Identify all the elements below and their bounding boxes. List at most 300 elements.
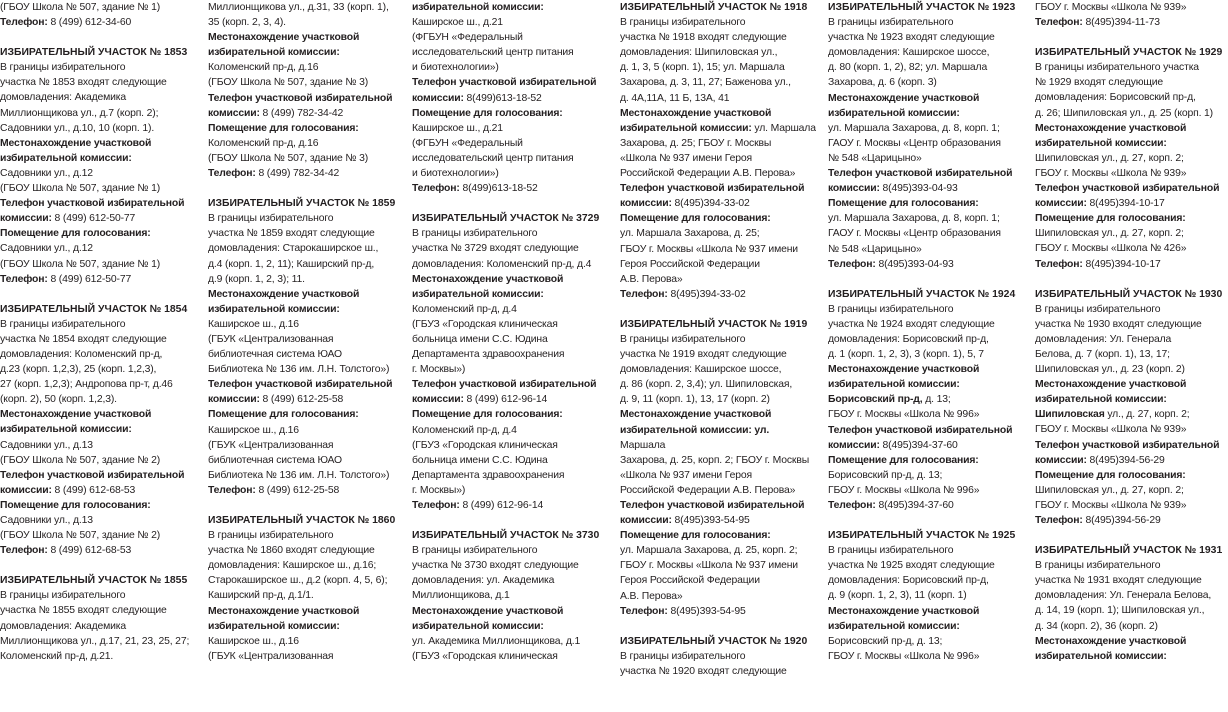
- body-text-line: д.23 (корп. 1,2,3), 25 (корп. 1,2,3),: [0, 364, 157, 376]
- body-text-line: и биотехнологии»): [412, 62, 499, 74]
- body-text-line: домовладения: Академика: [0, 92, 127, 104]
- field-label: Местонахождение участковой: [208, 32, 360, 44]
- body-text-line: д. 4А,11А, 11 Б, 13А, 41: [620, 92, 730, 104]
- body-text-line: участка № 1930 входят следующие: [1035, 318, 1202, 330]
- field-label: Местонахождение участковой: [412, 605, 564, 617]
- field-label: Местонахождение участковой: [1035, 635, 1187, 647]
- section-heading: ИЗБИРАТЕЛЬНЫЙ УЧАСТОК № 3729: [412, 213, 600, 225]
- body-text-line: ГБОУ г. Москвы «Школа № 996»: [828, 409, 980, 421]
- body-text-line: Садовники ул., д.12: [0, 243, 93, 255]
- field-label: Местонахождение участковой: [828, 605, 980, 617]
- field-label: Помещение для голосования:: [1035, 469, 1186, 481]
- field-label: избирательной комиссии:: [1035, 137, 1167, 149]
- field-label: Помещение для голосования:: [620, 530, 771, 542]
- section-heading: ИЗБИРАТЕЛЬНЫЙ УЧАСТОК № 1859: [208, 198, 396, 210]
- body-text-line: г. Москвы»): [412, 364, 466, 376]
- inline-value: 8 (499) 612-96-14: [463, 394, 548, 406]
- body-text-line: Каширское ш., д.16: [208, 318, 299, 330]
- field-label: избирательной комиссии:: [412, 620, 544, 632]
- inline-value: 8 (499) 612-68-53: [47, 545, 132, 557]
- body-text-line: участка № 1931 входят следующие: [1035, 575, 1202, 587]
- body-text-line: Коломенский пр-д, д.16: [208, 62, 319, 74]
- body-text-line: Белова, д. 7 (корп. 1), 13, 17;: [1035, 348, 1170, 360]
- body-text-line: библиотечная система ЮАО: [208, 349, 342, 361]
- field-label: Помещение для голосования:: [828, 454, 979, 466]
- field-label: Местонахождение участковой: [828, 364, 980, 376]
- body-text-line: Шипиловская ул., д. 23 (корп. 2): [1035, 364, 1185, 376]
- field-label: Телефон участковой избирательной: [208, 92, 393, 104]
- body-text-line: ул. Маршала Захарова, д. 8, корп. 1;: [828, 122, 1000, 134]
- body-text-line: Миллионщикова ул., д.31, 33 (корп. 1),: [208, 2, 389, 13]
- body-text-line: участка № 1923 входят следующие: [828, 32, 995, 44]
- body-text-line: участка № 1860 входят следующие: [208, 545, 375, 557]
- body-text-line: домовладения: Ул. Генерала Белова,: [1035, 590, 1212, 602]
- text-column-5: [828, 0, 1024, 712]
- body-text-line: ГБОУ г. Москвы «Школа № 939»: [1035, 167, 1187, 179]
- inline-label: Телефон:: [828, 500, 876, 511]
- inline-label: Телефон:: [620, 288, 668, 300]
- field-label: Местонахождение участковой: [1035, 379, 1187, 391]
- body-text-line: домовладения: Каширское шоссе,: [828, 47, 990, 59]
- label-value-line: [208, 392, 404, 407]
- body-text-line: библиотечная система ЮАО: [208, 454, 342, 466]
- body-text-line: (ГБОУ Школа № 507, здание № 2): [0, 530, 161, 542]
- inline-label: комиссии:: [0, 213, 52, 225]
- body-text-line: Захарова, д. 25; ГБОУ г. Москвы: [620, 137, 772, 149]
- body-text-line: ул. Маршала Захарова, д. 25, корп. 2;: [620, 545, 798, 557]
- body-text-line: домовладения: Коломенский пр-д, д.4: [412, 258, 592, 270]
- inline-value: 8 (499) 782-34-42: [255, 168, 340, 180]
- inline-value: 8 (499) 612-25-58: [255, 484, 340, 496]
- body-text-line: А.В. Перова»: [620, 590, 683, 602]
- body-text-line: Садовники ул., д.10, 10 (корп. 1).: [0, 122, 155, 134]
- body-text-line: домовладения: Ул. Генерала: [1035, 333, 1172, 345]
- body-text-line: № 548 «Царицыно»: [828, 243, 922, 255]
- body-text-line: В границы избирательного: [620, 17, 746, 29]
- inline-label: комиссии:: [412, 92, 464, 104]
- label-value-line: [412, 91, 608, 106]
- body-text-line: домовладения: ул. Академика: [412, 575, 555, 587]
- field-label: Местонахождение участковой: [620, 107, 772, 119]
- body-text-line: д. 9, 11 (корп. 1), 13, 17 (корп. 2): [620, 394, 770, 406]
- body-text-line: Героя Российской Федерации: [620, 575, 760, 587]
- field-label: избирательной комиссии:: [1035, 650, 1167, 662]
- body-text-line: А.В. Перова»: [620, 273, 683, 285]
- label-value-line: [412, 498, 608, 513]
- inline-label: комиссии:: [620, 515, 672, 527]
- inline-value: 8(499)613-18-52: [459, 183, 538, 195]
- label-value-line: [828, 498, 1024, 513]
- inline-label: комиссии:: [412, 394, 464, 406]
- inline-value: д. 13;: [922, 394, 951, 406]
- body-text-line: В границы избирательного: [0, 62, 126, 74]
- inline-label: комиссии:: [0, 484, 52, 496]
- body-text-line: Российской Федерации А.В. Перова»: [620, 168, 796, 180]
- body-text-line: В границы избирательного: [412, 545, 538, 557]
- body-text-line: участка № 1920 входят следующие: [620, 665, 787, 677]
- inline-label: избирательной комиссии:: [620, 122, 752, 134]
- body-text-line: В границы избирательного: [0, 590, 126, 602]
- field-label: Помещение для голосования:: [828, 198, 979, 210]
- inline-label: Телефон:: [208, 484, 256, 496]
- body-text-line: участка № 1924 входят следующие: [828, 318, 995, 330]
- body-text-line: В границы избирательного: [828, 17, 954, 29]
- body-text-line: домовладения: Старокаширское ш.,: [208, 243, 379, 255]
- inline-label: избирательной комиссии: ул.: [620, 424, 770, 436]
- section-spacer: [0, 287, 196, 302]
- section-heading: ИЗБИРАТЕЛЬНЫЙ УЧАСТОК № 1919: [620, 318, 808, 330]
- field-label: Телефон участковой избирательной: [412, 77, 597, 89]
- body-text-line: (ГБОУ Школа № 507, здание № 1): [0, 258, 161, 270]
- section-spacer: [412, 513, 608, 528]
- inline-label: комиссии:: [208, 107, 260, 119]
- label-value-line: [1035, 453, 1228, 468]
- body-text-line: д. 34 (корп. 2), 36 (корп. 2): [1035, 620, 1158, 632]
- body-text-line: больница имени С.С. Юдина: [412, 333, 548, 345]
- label-value-line: [620, 513, 816, 528]
- field-label: Телефон участковой избирательной: [412, 379, 597, 391]
- body-text-line: В границы избирательного: [208, 530, 334, 542]
- field-label: Помещение для голосования:: [0, 228, 151, 240]
- body-text-line: Борисовский пр-д, д. 13;: [828, 635, 943, 647]
- section-spacer: [0, 30, 196, 45]
- section-heading: ИЗБИРАТЕЛЬНЫЙ УЧАСТОК № 1855: [0, 575, 188, 587]
- body-text-line: и биотехнологии»): [412, 168, 499, 180]
- body-text-line: ГБОУ г. Москвы «Школа № 937 имени: [620, 560, 798, 572]
- inline-label: Телефон:: [1035, 515, 1083, 526]
- body-text-line: ГАОУ г. Москвы «Центр образования: [828, 228, 1001, 240]
- label-value-line: [0, 543, 196, 558]
- section-heading: ИЗБИРАТЕЛЬНЫЙ УЧАСТОК № 1854: [0, 303, 188, 315]
- body-text-line: В границы избирательного: [620, 333, 746, 345]
- label-value-line: [0, 272, 196, 287]
- body-text-line: д. 9 (корп. 1, 2, 3), 11 (корп. 1): [828, 590, 967, 602]
- body-text-line: Коломенский пр-д, д.4: [412, 303, 517, 315]
- inline-label: Борисовский пр-д,: [828, 394, 923, 406]
- body-text-line: д. 26; Шипиловская ул., д. 25 (корп. 1): [1035, 107, 1213, 119]
- field-label: Местонахождение участковой: [208, 288, 360, 300]
- body-text-line: Миллионщикова, д.1: [412, 590, 510, 602]
- body-text-line: В границы избирательного: [828, 303, 954, 315]
- field-label: избирательной комиссии:: [0, 152, 132, 164]
- body-text-line: д. 1, 3, 5 (корп. 1), 15; ул. Маршала: [620, 62, 785, 74]
- section-heading: ИЗБИРАТЕЛЬНЫЙ УЧАСТОК № 1853: [0, 47, 188, 59]
- label-value-line: [828, 438, 1024, 453]
- body-text-line: В границы избирательного: [1035, 303, 1161, 315]
- body-text-line: (ГБУЗ «Городская клиническая: [412, 318, 558, 330]
- section-heading: ИЗБИРАТЕЛЬНЫЙ УЧАСТОК № 1931: [1035, 545, 1223, 557]
- text-column-4: [620, 0, 816, 712]
- field-label: Телефон участковой избирательной: [0, 469, 185, 481]
- label-value-line: [828, 392, 1024, 407]
- field-label: избирательной комиссии:: [208, 620, 340, 632]
- label-value-line: [620, 604, 816, 619]
- label-value-line: [0, 483, 196, 498]
- body-text-line: Шипиловская ул., д. 27, корп. 2;: [1035, 152, 1184, 164]
- field-label: Помещение для голосования:: [412, 409, 563, 421]
- label-value-line: [208, 106, 404, 121]
- section-spacer: [208, 498, 404, 513]
- label-value-line: [620, 121, 816, 136]
- label-value-line: [620, 196, 816, 211]
- field-label: Телефон участковой избирательной: [208, 379, 393, 391]
- section-spacer: [1035, 272, 1228, 287]
- inline-label: комиссии:: [1035, 198, 1087, 210]
- body-text-line: Коломенский пр-д, д.4: [412, 424, 517, 436]
- inline-value: 8(495)393-54-95: [671, 515, 750, 527]
- inline-value: 8(495)393-54-95: [667, 605, 746, 617]
- body-text-line: участка № 1925 входят следующие: [828, 560, 995, 572]
- section-heading: ИЗБИРАТЕЛЬНЫЙ УЧАСТОК № 1925: [828, 530, 1016, 542]
- body-text-line: д. 86 (корп. 2, 3,4); ул. Шипиловская,: [620, 379, 793, 391]
- field-label: Телефон участковой избирательной: [620, 500, 805, 511]
- label-value-line: [0, 211, 196, 226]
- body-text-line: участка № 1859 входят следующие: [208, 228, 375, 240]
- inline-value: 8(495)393-04-93: [875, 258, 954, 270]
- body-text-line: 27 (корп. 1,2,3); Андропова пр-т, д.46: [0, 379, 173, 391]
- body-text-line: В границы избирательного: [1035, 560, 1161, 572]
- body-text-line: Захарова, д. 25, корп. 2; ГБОУ г. Москвы: [620, 454, 810, 466]
- text-column-3: [412, 0, 608, 712]
- body-text-line: 35 (корп. 2, 3, 4).: [208, 17, 286, 29]
- body-text-line: участка № 1854 входят следующие: [0, 333, 167, 345]
- section-spacer: [828, 272, 1024, 287]
- body-text-line: В границы избирательного: [620, 650, 746, 662]
- body-text-line: д. 1 (корп. 1, 2, 3), 3 (корп. 1), 5, 7: [828, 349, 984, 361]
- body-text-line: участка № 3730 входят следующие: [412, 560, 579, 572]
- body-text-line: № 548 «Царицыно»: [828, 152, 922, 164]
- body-text-line: участка № 1855 входят следующие: [0, 605, 167, 617]
- inline-value: ул., д. 27, корп. 2;: [1104, 409, 1190, 421]
- body-text-line: (ГБУЗ «Городская клиническая: [412, 650, 558, 662]
- body-text-line: домовладения: Коломенский пр-д,: [0, 348, 163, 360]
- body-text-line: В границы избирательного: [828, 545, 954, 557]
- body-text-line: (ГБОУ Школа № 507, здание № 1): [0, 183, 161, 195]
- inline-label: Телефон:: [0, 273, 48, 285]
- body-text-line: (ФГБУН «Федеральный: [412, 137, 523, 149]
- field-label: Помещение для голосования:: [208, 122, 359, 134]
- inline-value: ул. Маршала: [751, 122, 816, 134]
- inline-value: Маршала: [620, 439, 666, 451]
- label-value-line: [208, 166, 404, 181]
- section-heading: ИЗБИРАТЕЛЬНЫЙ УЧАСТОК № 1929: [1035, 47, 1223, 59]
- body-text-line: д.9 (корп. 1, 2, 3); 11.: [208, 273, 305, 285]
- inline-value: 8(495)393-04-93: [879, 183, 958, 195]
- body-text-line: Библиотека № 136 им. Л.Н. Толстого»): [208, 364, 390, 376]
- section-spacer: [1035, 528, 1228, 543]
- inline-label: комиссии:: [828, 183, 880, 195]
- inline-value: 8 (499) 612-25-58: [259, 394, 344, 406]
- inline-value: 8(495)394-33-02: [671, 198, 750, 210]
- field-label: избирательной комиссии:: [208, 303, 340, 315]
- field-label: избирательной комиссии:: [0, 424, 132, 436]
- inline-label: Телефон:: [1035, 17, 1083, 29]
- inline-label: Телефон:: [412, 500, 460, 511]
- label-value-line: [1035, 513, 1228, 528]
- section-heading: ИЗБИРАТЕЛЬНЫЙ УЧАСТОК № 1923: [828, 2, 1016, 13]
- inline-value: 8(495)394-10-17: [1082, 258, 1161, 270]
- body-text-line: домовладения: Борисовский пр-д,: [828, 575, 989, 587]
- body-text-line: (ГБОУ Школа № 507, здание № 2): [0, 454, 161, 466]
- field-label: Телефон участковой избирательной: [0, 198, 185, 210]
- section-heading: ИЗБИРАТЕЛЬНЫЙ УЧАСТОК № 1930: [1035, 288, 1223, 300]
- field-label: Местонахождение участковой: [208, 605, 360, 617]
- text-column-6: [1035, 0, 1228, 712]
- body-text-line: участка № 1853 входят следующие: [0, 77, 167, 89]
- body-text-line: (ГБОУ Школа № 507, здание № 1): [0, 2, 161, 13]
- body-text-line: (ФГБУН «Федеральный: [412, 32, 523, 44]
- field-label: Местонахождение участковой: [0, 409, 152, 421]
- inline-label: Телефон:: [828, 258, 876, 270]
- section-heading: ИЗБИРАТЕЛЬНЫЙ УЧАСТОК № 3730: [412, 530, 600, 542]
- body-text-line: «Школа № 937 имени Героя: [620, 469, 752, 481]
- inline-value: 8(495)394-37-60: [879, 439, 958, 451]
- field-label: избирательной комиссии:: [1035, 394, 1167, 406]
- body-text-line: В границы избирательного: [412, 228, 538, 240]
- field-label: избирательной комиссии:: [828, 107, 960, 119]
- body-text-line: (ГБУК «Централизованная: [208, 439, 334, 451]
- inline-value: 8(495)394-56-29: [1086, 454, 1165, 466]
- field-label: Помещение для голосования:: [208, 409, 359, 421]
- body-text-line: Садовники ул., д.13: [0, 515, 93, 526]
- body-text-line: ГАОУ г. Москвы «Центр образования: [828, 137, 1001, 149]
- body-text-line: Шипиловская ул., д. 27, корп. 2;: [1035, 484, 1184, 496]
- field-label: избирательной комиссии:: [828, 379, 960, 391]
- label-value-line: [1035, 15, 1228, 30]
- body-text-line: Героя Российской Федерации: [620, 258, 760, 270]
- body-text-line: (ГБУЗ «Городская клиническая: [412, 439, 558, 451]
- body-text-line: Миллионщикова ул., д.7 (корп. 2);: [0, 107, 159, 119]
- body-text-line: Каширское ш., д.21: [412, 17, 503, 29]
- field-label: Телефон участковой избирательной: [620, 183, 805, 195]
- inline-label: Шипиловская: [1035, 409, 1105, 421]
- label-value-line: [0, 15, 196, 30]
- body-text-line: Каширское ш., д.16: [208, 424, 299, 436]
- inline-value: 8 (499) 612-34-60: [47, 17, 132, 29]
- field-label: Помещение для голосования:: [412, 107, 563, 119]
- body-text-line: Шипиловская ул., д. 27, корп. 2;: [1035, 228, 1184, 240]
- field-label: Помещение для голосования:: [1035, 213, 1186, 225]
- inline-label: комиссии:: [1035, 454, 1087, 466]
- field-label: Телефон участковой избирательной: [1035, 183, 1220, 195]
- label-value-line: [828, 181, 1024, 196]
- field-label: избирательной комиссии:: [412, 288, 544, 300]
- field-label: Телефон участковой избирательной: [828, 168, 1013, 180]
- body-text-line: домовладения: Борисовский пр-д,: [1035, 92, 1196, 104]
- body-text-line: исследовательский центр питания: [412, 152, 574, 164]
- body-text-line: (ГБОУ Школа № 507, здание № 3): [208, 77, 369, 89]
- inline-value: 8(495)394-33-02: [667, 288, 746, 300]
- body-text-line: Захарова, д. 6 (корп. 3): [828, 77, 937, 89]
- body-text-line: ГБОУ г. Москвы «Школа № 939»: [1035, 499, 1187, 511]
- section-heading: ИЗБИРАТЕЛЬНЫЙ УЧАСТОК № 1918: [620, 2, 808, 13]
- section-spacer: [0, 558, 196, 573]
- body-text-line: ГБОУ г. Москвы «Школа № 939»: [1035, 424, 1187, 436]
- field-label: Местонахождение участковой: [412, 273, 564, 285]
- inline-label: комиссии:: [620, 198, 672, 210]
- inline-label: Телефон:: [208, 168, 256, 180]
- label-value-line: [620, 287, 816, 302]
- body-text-line: ГБОУ г. Москвы «Школа № 996»: [828, 650, 980, 662]
- body-text-line: № 1929 входят следующие: [1035, 77, 1164, 89]
- body-text-line: д. 80 (корп. 1, 2), 82; ул. Маршала: [828, 62, 988, 74]
- body-text-line: д. 14, 19 (корп. 1); Шипиловская ул.,: [1035, 605, 1205, 617]
- field-label: Помещение для голосования:: [620, 213, 771, 225]
- body-text-line: домовладения: Академика: [0, 620, 127, 632]
- section-spacer: [828, 513, 1024, 528]
- inline-value: 8(495)394-56-29: [1082, 515, 1161, 526]
- body-text-line: Садовники ул., д.13: [0, 439, 93, 451]
- body-text-line: Департамента здравоохранения: [412, 469, 565, 481]
- label-value-line: [1035, 196, 1228, 211]
- section-heading: ИЗБИРАТЕЛЬНЫЙ УЧАСТОК № 1924: [828, 288, 1016, 300]
- inline-label: комиссии:: [208, 394, 260, 406]
- body-text-line: исследовательский центр питания: [412, 47, 574, 59]
- field-label: Местонахождение участковой: [0, 137, 152, 149]
- body-text-line: участка № 1919 входят следующие: [620, 349, 787, 361]
- body-text-line: Садовники ул., д.12: [0, 167, 93, 179]
- inline-value: 8(495)394-10-17: [1086, 198, 1165, 210]
- body-text-line: Коломенский пр-д, д.16: [208, 137, 319, 149]
- field-label: Местонахождение участковой: [828, 92, 980, 104]
- inline-value: 8 (499) 612-50-77: [47, 273, 132, 285]
- body-text-line: домовладения: Шипиловская ул.,: [620, 47, 778, 59]
- body-text-line: участка № 3729 входят следующие: [412, 243, 579, 255]
- field-label: Телефон участковой избирательной: [1035, 439, 1220, 451]
- body-text-line: д.4 (корп. 1, 2, 11); Каширский пр-д,: [208, 258, 375, 270]
- body-text-line: домовладения: Каширское шоссе,: [620, 364, 782, 376]
- inline-value: 8 (499) 782-34-42: [259, 107, 344, 119]
- body-text-line: Коломенский пр-д, д.21.: [0, 650, 114, 662]
- body-text-line: больница имени С.С. Юдина: [412, 454, 548, 466]
- inline-label: Телефон:: [0, 545, 48, 557]
- field-label: Помещение для голосования:: [0, 499, 151, 511]
- body-text-line: ГБОУ г. Москвы «Школа № 937 имени: [620, 243, 798, 255]
- section-spacer: [620, 302, 816, 317]
- section-heading: ИЗБИРАТЕЛЬНЫЙ УЧАСТОК № 1920: [620, 635, 808, 647]
- inline-value: 8(499)613-18-52: [463, 92, 542, 104]
- section-spacer: [412, 196, 608, 211]
- body-text-line: Каширское ш., д.21: [412, 122, 503, 134]
- inline-label: Телефон:: [0, 17, 48, 29]
- label-value-line: [1035, 407, 1228, 422]
- body-text-line: (ГБУК «Централизованная: [208, 333, 334, 345]
- body-text-line: Каширский пр-д, д.1/1.: [208, 590, 314, 602]
- field-label: Местонахождение участковой: [1035, 122, 1187, 134]
- body-text-line: Российской Федерации А.В. Перова»: [620, 484, 796, 496]
- body-text-line: ул. Академика Миллионщикова, д.1: [412, 635, 581, 647]
- inline-value: 8 (499) 612-50-77: [51, 213, 136, 225]
- body-text-line: В границы избирательного: [0, 318, 126, 330]
- section-spacer: [1035, 30, 1228, 45]
- body-text-line: (ГБУК «Централизованная: [208, 650, 334, 662]
- section-spacer: [620, 619, 816, 634]
- inline-value: 8 (499) 612-68-53: [51, 484, 136, 496]
- label-value-line: [412, 392, 608, 407]
- body-text-line: «Школа № 937 имени Героя: [620, 152, 752, 164]
- body-text-line: ГБОУ г. Москвы «Школа № 939»: [1035, 2, 1187, 13]
- field-label: избирательной комиссии:: [828, 620, 960, 632]
- inline-label: Телефон:: [1035, 258, 1083, 270]
- body-text-line: В границы избирательного: [208, 213, 334, 225]
- label-value-line: [620, 423, 816, 453]
- body-text-line: участка № 1918 входят следующие: [620, 32, 787, 44]
- body-text-line: домовладения: Каширское ш., д.16;: [208, 560, 377, 572]
- label-value-line: [412, 181, 608, 196]
- body-text-line: ГБОУ г. Москвы «Школа № 426»: [1035, 243, 1187, 255]
- label-value-line: [828, 257, 1024, 272]
- body-text-line: Борисовский пр-д, д. 13;: [828, 469, 943, 481]
